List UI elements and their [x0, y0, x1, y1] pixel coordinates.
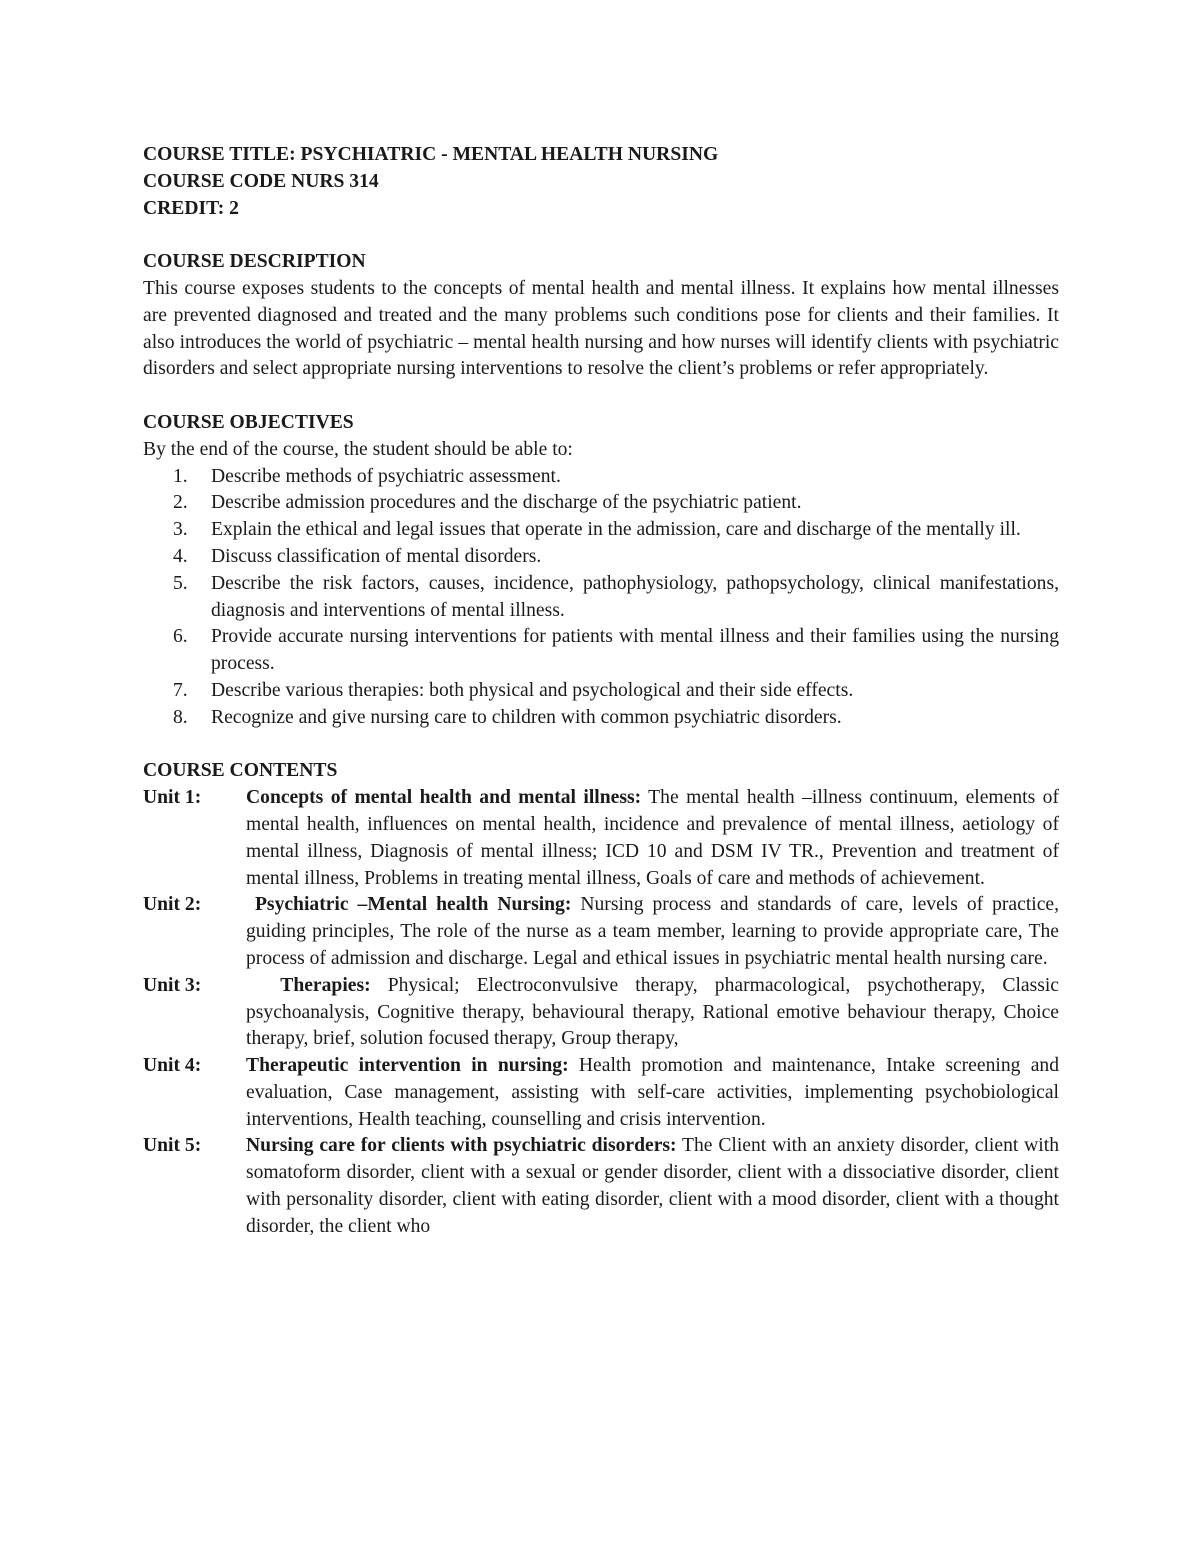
unit-title: Therapeutic intervention in nursing:	[246, 1055, 569, 1077]
objectives-section	[143, 410, 1059, 732]
objective-text: Describe methods of psychiatric assessment.	[211, 465, 561, 487]
contents-section	[143, 758, 1059, 1240]
objectives-heading: COURSE OBJECTIVES	[143, 411, 354, 433]
description-section	[143, 249, 1059, 383]
objective-number: 7.	[173, 679, 188, 701]
unit-entry	[143, 973, 1059, 1053]
unit-entry	[143, 785, 1059, 892]
unit-text: Health promotion and maintenance, Intake screening and evaluation, Case management, assisting with self-care activities, implementing psychobiological interventions, Health teaching, counselling and crisis intervention.	[246, 1055, 1059, 1130]
unit-label: Unit 1:	[143, 787, 202, 809]
description-heading: COURSE DESCRIPTION	[143, 251, 366, 273]
unit-entry	[143, 1053, 1059, 1133]
unit-label: Unit 5:	[143, 1135, 202, 1157]
unit-text: Nursing process and standards of care, levels of practice, guiding principles, The role of the nurse as a team member, learning to provide appropriate care, The process of admission and discharge. Legal and ethical issues in psychiatric mental health nursing care.	[246, 894, 1059, 969]
objective-text: Explain the ethical and legal issues that operate in the admission, care and discharge of the mentally ill.	[211, 519, 1021, 541]
objective-item	[143, 517, 1059, 544]
unit-label: Unit 4:	[143, 1055, 202, 1077]
objective-item	[143, 464, 1059, 491]
objective-number: 8.	[173, 706, 188, 728]
objective-number: 2.	[173, 492, 188, 514]
objective-item	[143, 544, 1059, 571]
objective-text: Describe admission procedures and the discharge of the psychiatric patient.	[211, 492, 802, 514]
objectives-intro: By the end of the course, the student should be able to:	[143, 438, 573, 460]
unit-entry	[143, 1133, 1059, 1240]
objective-item	[143, 678, 1059, 705]
unit-text: The Client with an anxiety disorder, client with somatoform disorder, client with a sexual or gender disorder, client with a dissociative disorder, client with personality disorder, client with eating disorder, client with a mood disorder, client with a thought disorder, the client who	[246, 1135, 1059, 1237]
objective-item	[143, 571, 1059, 625]
objective-number: 6.	[173, 626, 188, 648]
document-content	[143, 142, 1059, 1241]
objective-text: Describe various therapies: both physical and psychological and their side effects.	[211, 679, 854, 701]
unit-title: Psychiatric –Mental health Nursing:	[246, 894, 572, 916]
objective-text: Discuss classification of mental disorders.	[211, 545, 542, 567]
course-title: COURSE TITLE: PSYCHIATRIC - MENTAL HEALTH NURSING	[143, 144, 719, 165]
objective-number: 4.	[173, 545, 188, 567]
unit-entry	[143, 892, 1059, 972]
unit-title: Therapies:	[246, 974, 371, 996]
course-credit: CREDIT: 2	[143, 197, 239, 219]
objectives-list	[143, 464, 1059, 732]
objective-number: 3.	[173, 519, 188, 541]
unit-title: Concepts of mental health and mental illness:	[246, 787, 642, 809]
objective-text: Provide accurate nursing interventions for patients with mental illness and their families using the nursing process.	[211, 626, 1059, 675]
objective-number: 1.	[173, 465, 188, 487]
description-text: This course exposes students to the concepts of mental health and mental illness. It explains how mental illnesses are prevented diagnosed and treated and the many problems such conditions pose for clients and their families. It also introduces the world of psychiatric – mental health nursing and how nurses will identify clients with psychiatric disorders and select appropriate nursing interventions to resolve the client’s problems or refer appropriately.	[143, 277, 1059, 380]
unit-title: Nursing care for clients with psychiatric disorders:	[246, 1135, 677, 1157]
objective-text: Describe the risk factors, causes, incidence, pathophysiology, pathopsychology, clinical manifestations, diagnosis and interventions of mental illness.	[211, 572, 1059, 621]
objective-item	[143, 490, 1059, 517]
contents-heading: COURSE CONTENTS	[143, 760, 338, 782]
unit-text: Physical; Electroconvulsive therapy, pharmacological, psychotherapy, Classic psychoanalysis, Cognitive therapy, behavioural therapy, Rational emotive behaviour therapy, Choice therapy, brief, solution focused therapy, Group therapy,	[246, 974, 1060, 1050]
course-code: COURSE CODE NURS 314	[143, 170, 379, 192]
unit-label: Unit 3:	[143, 974, 202, 996]
objective-item	[143, 624, 1059, 678]
objective-text: Recognize and give nursing care to children with common psychiatric disorders.	[211, 706, 842, 728]
objective-number: 5.	[173, 572, 188, 594]
unit-label: Unit 2:	[143, 894, 202, 916]
unit-text: The mental health –illness continuum, elements of mental health, influences on mental health, incidence and prevalence of mental illness, aetiology of mental illness, Diagnosis of mental illness; ICD 10 and DSM IV TR., Prevention and treatment of mental illness, Problems in treating mental illness, Goals of care and methods of achievement.	[246, 787, 1059, 889]
objective-item	[143, 705, 1059, 732]
